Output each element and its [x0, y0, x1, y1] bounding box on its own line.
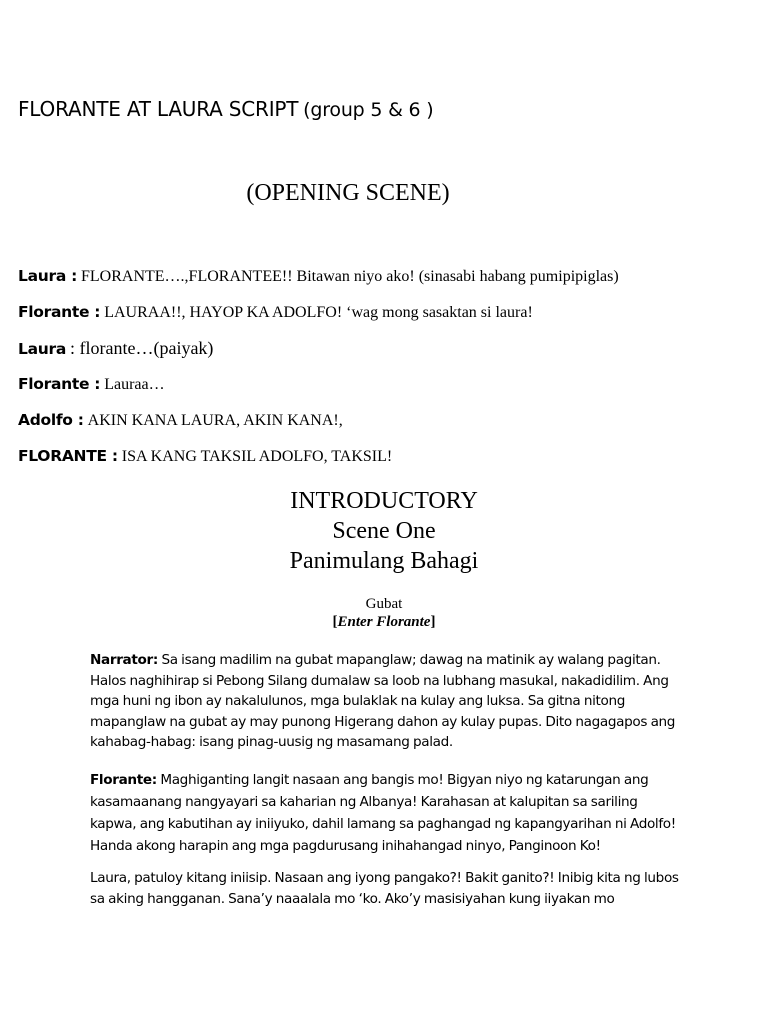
scene-subtitle: Panimulang Bahagi — [289, 548, 479, 574]
introductory-heading: INTRODUCTORY — [290, 488, 478, 514]
bracket-close: ] — [430, 614, 436, 630]
dialogue-speaker: Laura — [18, 340, 66, 358]
dialogue-line — [18, 370, 748, 406]
dialogue-line — [18, 262, 748, 298]
narrator-paragraph — [90, 650, 682, 753]
dialogue-text: FLORANTE….,FLORANTEE!! Bitawan niyo ako! (sinasabi habang pumipipiglas) — [80, 268, 619, 285]
paragraph-text: Sa isang madilim na gubat mapanglaw; dawag na matinik ay walang pagitan. Halos naghihirap si Pebong Silang dumalaw sa loob na lubhang masukal, nakadidilim. Ang mga huni ng ibon ay nakalulunos, mga bulaklak na kulay ang luksa. Sa gitna nitong mapanglaw na gubat ay may punong Higerang dahon ay kulay pupas. Dito nagagapos ang kahabag-habag: isang pinag-uusig ng masamang palad. — [90, 652, 676, 751]
dialogue-text: AKIN KANA LAURA, AKIN KANA!, — [87, 412, 343, 429]
title-group: (group 5 & 6 ) — [303, 99, 434, 121]
stage-direction-text: Enter Florante — [337, 614, 431, 630]
scene-number: Scene One — [332, 518, 436, 544]
paragraph-speaker: Narrator: — [90, 652, 158, 668]
dialogue-speaker: Florante : — [18, 375, 101, 393]
dialogue-line — [18, 334, 748, 370]
scene-location-block — [0, 595, 768, 631]
paragraph-text: Maghiganting langit nasaan ang bangis mo! Bigyan niyo ng katarungan ang kasamaanang nangyayari sa kaharian ng Albanya! Karahasan at kalupitan sa sariling kapwa, ang kabutihan ay iniiyuko, dahil lamang sa paghangad ng kapangyarihan ni Adolfo! Handa akong harapin ang mga pagdurusang inihahangad ninyo, Panginoon Ko! — [90, 772, 676, 854]
florante-continued-paragraph — [90, 868, 682, 910]
paragraph-speaker: Florante: — [90, 772, 157, 788]
dialogue-text: LAURAA!!, HAYOP KA ADOLFO! ‘wag mong sasaktan si laura! — [104, 304, 533, 321]
dialogue-text: ISA KANG TAKSIL ADOLFO, TAKSIL! — [121, 448, 393, 465]
dialogue-speaker: FLORANTE : — [18, 447, 118, 465]
dialogue-speaker: Florante : — [18, 303, 101, 321]
dialogue-block — [18, 262, 748, 478]
dialogue-text: : florante…(paiyak) — [69, 338, 214, 358]
title-main: FLORANTE AT LAURA SCRIPT — [18, 97, 299, 121]
dialogue-line — [18, 298, 748, 334]
dialogue-line — [18, 406, 748, 442]
bracket-open: [ — [332, 614, 338, 630]
florante-paragraph — [90, 769, 682, 857]
dialogue-speaker: Adolfo : — [18, 411, 84, 429]
paragraph-text: Laura, patuloy kitang iniisip. Nasaan ang iyong pangako?! Bakit ganito?! Inibig kita ng lubos sa aking hangganan. Sana’y naaalala mo ‘ko. Ako’y masisiyahan kung iiyakan mo — [90, 870, 679, 907]
document-title — [18, 97, 433, 122]
scene-location: Gubat — [365, 596, 403, 612]
opening-scene-heading: (OPENING SCENE) — [246, 180, 450, 206]
dialogue-line — [18, 442, 748, 478]
dialogue-speaker: Laura : — [18, 267, 77, 285]
stage-direction — [0, 613, 768, 631]
introductory-heading-block — [0, 486, 768, 576]
dialogue-text: Lauraa… — [104, 376, 165, 393]
